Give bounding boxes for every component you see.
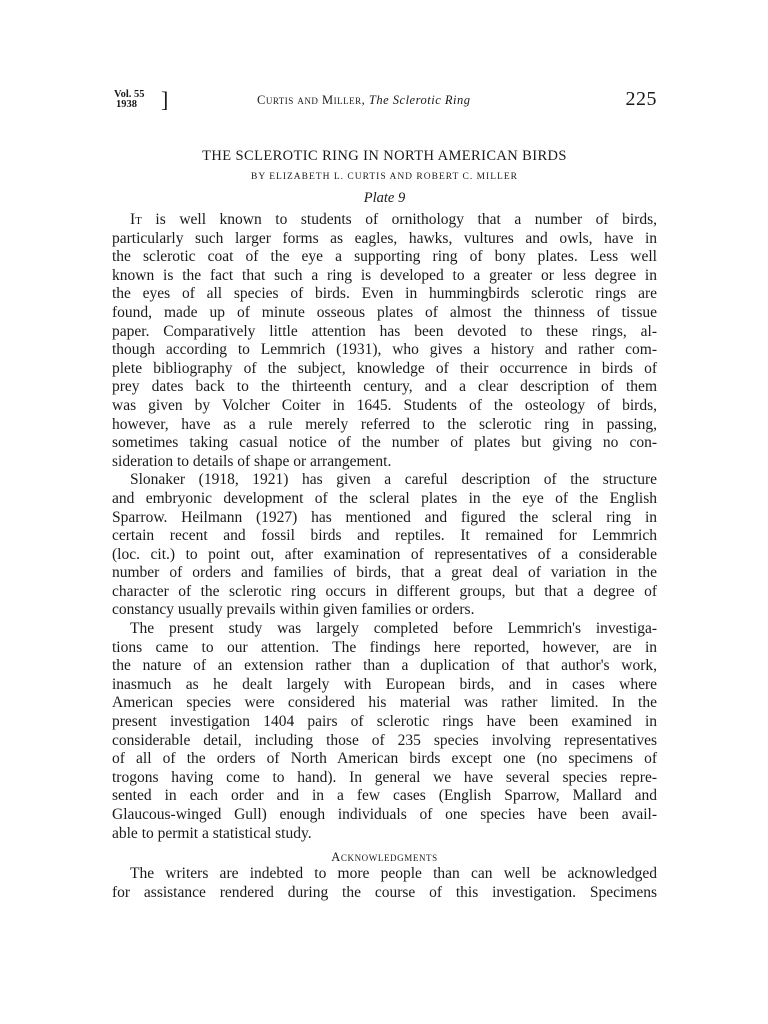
article-body [112,211,657,902]
line-text: is well known to students of ornithology that a number of birds, [141,211,657,228]
text-line: number of orders and families of birds, that a great deal of variation in the [112,564,657,582]
article-title: THE SCLEROTIC RING IN NORTH AMERICAN BIRDS [202,148,567,164]
running-article-title: The Sclerotic Ring [368,93,471,107]
text-line: the nature of an extension rather than a duplication of that author's work, [112,657,657,675]
text-line: character of the sclerotic ring occurs in different groups, but that a degree of [112,582,657,600]
text-line: inasmuch as he dealt largely with European birds, and in cases where [112,675,657,693]
section-heading: Acknowledgments [331,850,438,865]
plate-reference: Plate 9 [363,190,406,206]
volume-number: Vol. 55 [114,89,145,100]
article-byline: BY ELIZABETH L. CURTIS AND ROBERT C. MILLER [251,172,518,182]
text-line: constancy usually prevails within given families or orders. [112,601,475,619]
text-line: the sclerotic coat of the eye a supporting ring of bony plates. Less well [112,248,657,266]
bracket-glyph: ] [161,87,169,112]
text-line: known is the fact that such a ring is developed to a greater or less degree in [112,266,657,284]
text-line: the eyes of all species of birds. Even in hummingbirds sclerotic rings are [112,285,657,303]
text-line: considerable detail, including those of 235 species involving representatives [112,731,657,749]
text-line: and embryonic development of the scleral plates in the eye of the English [112,489,657,507]
text-line: Slonaker (1918, 1921) has given a careful description of the structure [130,471,657,489]
volume-year: 1938 [116,99,137,110]
text-line: was given by Volcher Coiter in 1645. Students of the osteology of birds, [112,396,657,414]
running-authors: Curtis and Miller, [257,93,366,107]
text-line: tions came to our attention. The findings here reported, however, are in [112,638,657,656]
text-line: sideration to details of shape or arrangement. [112,452,392,470]
text-line [112,211,657,230]
text-line: sometimes taking casual notice of the number of plates but giving no con- [112,434,657,452]
text-line: however, have as a rule merely referred to the sclerotic ring in passing, [112,415,657,433]
text-line: for assistance rendered during the course of this investigation. Specimens [112,883,657,901]
page-number: 225 [625,88,657,110]
text-line: American species were considered his material was rather limited. In the [112,694,657,712]
text-line: certain recent and fossil birds and reptiles. It remained for Lemmrich [112,527,657,545]
text-line: prey dates back to the thirteenth century, and a clear description of them [112,378,657,396]
text-line: Glaucous-winged Gull) enough individuals of one species have been avail- [112,806,657,823]
text-line: found, made up of minute osseous plates of almost the thinness of tissue [112,303,657,321]
text-line: present investigation 1404 pairs of sclerotic rings have been examined in [112,713,657,731]
running-header [112,88,657,118]
text-line: paper. Comparatively little attention has been devoted to these rings, al- [112,322,657,340]
text-line: (loc. cit.) to point out, after examination of representatives of a considerable [112,545,657,563]
lead-word: It [130,211,142,228]
text-line: The writers are indebted to more people than can well be acknowledged [130,865,657,883]
text-line: sented in each order and in a few cases (English Sparrow, Mallard and [112,787,657,805]
text-line: plete bibliography of the subject, knowledge of their occurrence in birds of [112,359,657,377]
text-line: though according to Lemmrich (1931), who gives a history and rather com- [112,341,657,359]
text-line: able to permit a statistical study. [112,824,312,842]
volume-citation [114,87,169,112]
text-line: of all of the orders of North American birds except one (no specimens of [112,750,657,768]
text-line: The present study was largely completed before Lemmrich's investiga- [130,620,657,638]
text-line: particularly such larger forms as eagles, hawks, vultures and owls, have in [112,229,657,247]
text-line: trogons having come to hand). In general we have several species repre- [112,768,657,786]
running-title [257,93,470,108]
text-line: Sparrow. Heilmann (1927) has mentioned and figured the scleral ring in [112,508,657,526]
